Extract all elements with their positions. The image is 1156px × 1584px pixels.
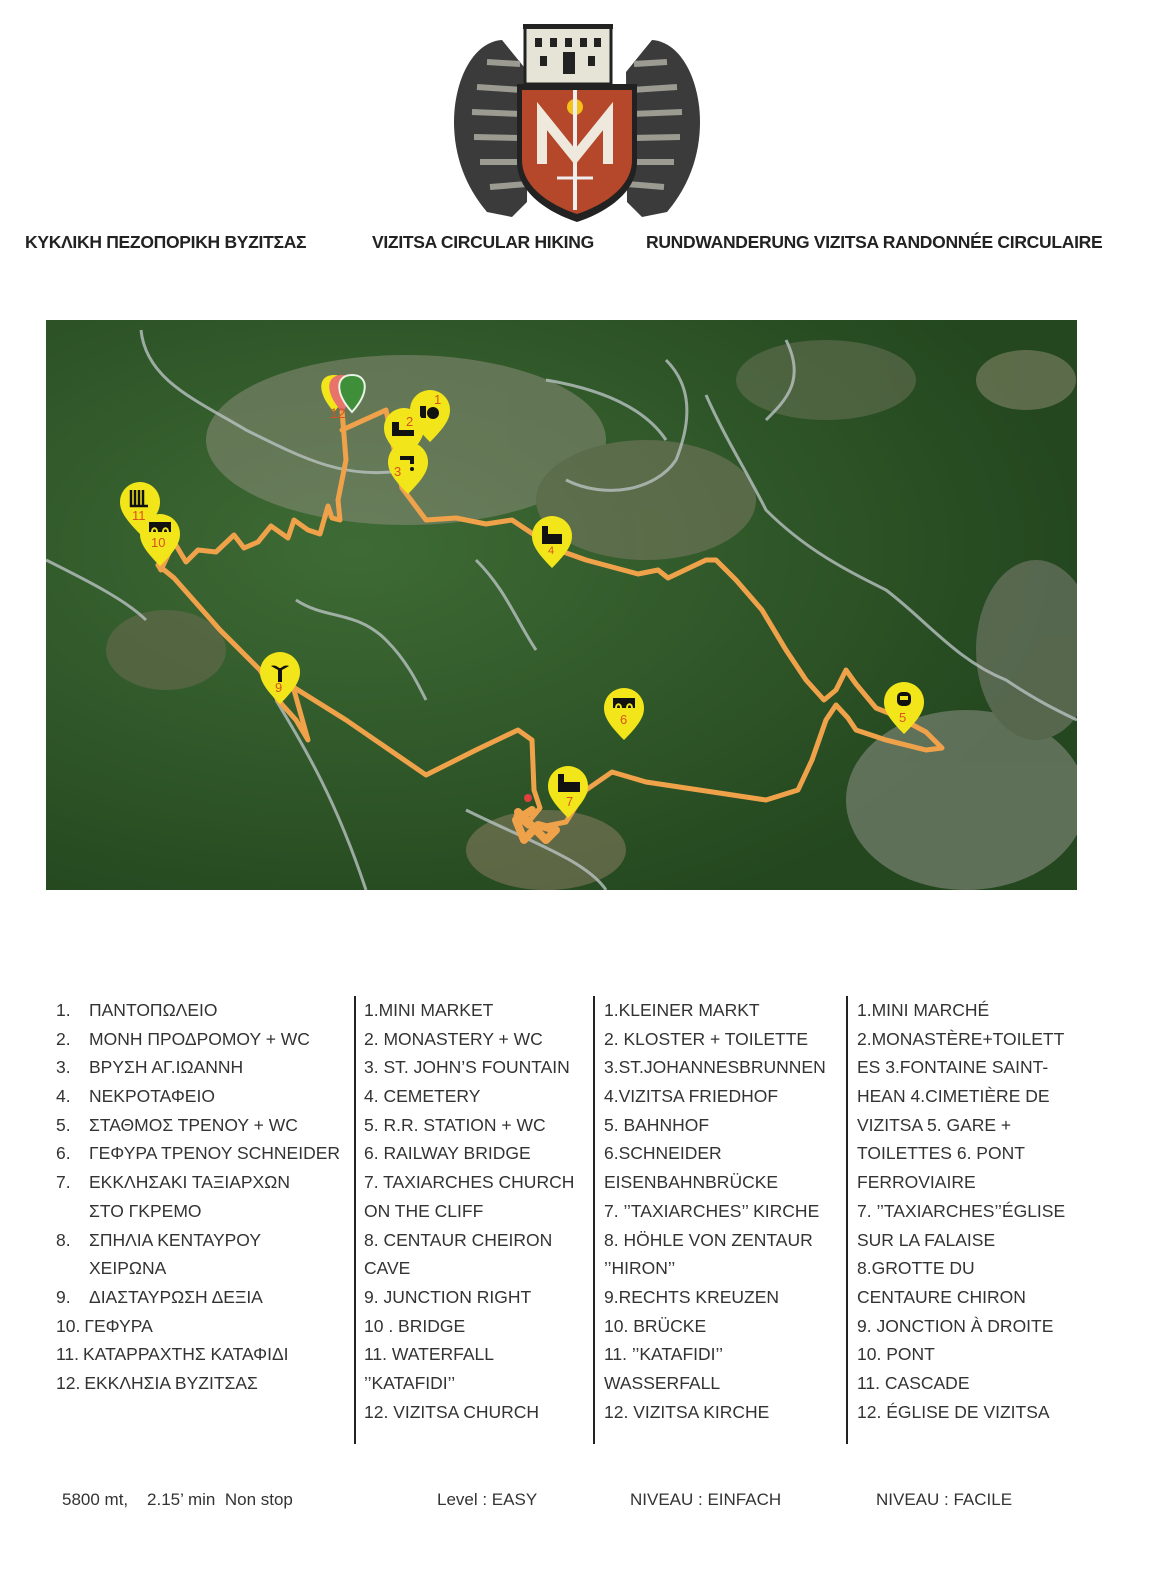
building-icon <box>523 24 613 84</box>
column-divider <box>593 996 595 1444</box>
legend-item: HEAN 4.CIMETIÈRE DE <box>857 1086 1050 1107</box>
legend-item: CENTAURE CHIRON <box>857 1286 1026 1307</box>
title-english: VIZITSA CIRCULAR HIKING <box>372 232 594 252</box>
legend-item: ES 3.FONTAINE SAINT- <box>857 1057 1049 1078</box>
svg-text:4: 4 <box>548 545 555 557</box>
legend-item: 12. VIZITSA KIRCHE <box>604 1401 770 1422</box>
svg-text:1: 1 <box>434 392 442 407</box>
legend-item: 5. ΣΤΑΘΜΟΣ ΤΡΕΝΟΥ + WC <box>56 1114 298 1135</box>
legend-item: 1.MINI MARCHÉ <box>857 1000 990 1020</box>
legend-item: CAVE <box>364 1258 411 1279</box>
legend-item: 6.SCHNEIDER <box>604 1143 722 1164</box>
legend-item: FERROVIAIRE <box>857 1172 976 1193</box>
legend-item: 11. ’’KATAFIDI’’ <box>604 1344 723 1365</box>
legend-item: 9. ΔΙΑΣΤΑΥΡΩΣΗ ΔΕΞΙΑ <box>56 1286 263 1307</box>
legend-item: 9.RECHTS KREUZEN <box>604 1286 780 1307</box>
legend-item: 11. WATERFALL <box>364 1344 494 1365</box>
legend-item: 5. BAHNHOF <box>604 1114 710 1135</box>
legend-item: 1. ΠΑΝΤΟΠΩΛΕΙΟ <box>56 1000 218 1020</box>
legend-item: 8. HÖHLE VON ZENTAUR <box>604 1229 813 1250</box>
marker-12-label: 12 <box>330 405 346 421</box>
legend-item: 12. ÉGLISE DE VIZITSA <box>857 1401 1050 1422</box>
svg-text:9: 9 <box>275 680 283 695</box>
wing-right-icon <box>626 40 700 217</box>
legend-item: 7. ΕΚΚΛΗΣΑΚΙ ΤΑΞΙΑΡΧΩΝ <box>56 1172 290 1193</box>
legend-english <box>364 996 574 1426</box>
legend-item: 10. PONT <box>857 1344 935 1365</box>
svg-text:11: 11 <box>132 508 146 523</box>
legend-item: 6. ΓΕΦΥΡΑ ΤΡΕΝΟΥ SCHNEIDER <box>56 1143 341 1164</box>
legend-item-continuation: ΧΕΙΡΩΝΑ <box>89 1258 167 1279</box>
svg-text:5: 5 <box>899 710 907 725</box>
route-info-footer <box>0 1490 1156 1514</box>
level-german: NIVEAU : EINFACH <box>630 1490 782 1509</box>
title-greek: ΚΥΚΛΙΚΗ ΠΕΖΟΠΟΡΙΚΗ ΒΥΖΙΤΣΑΣ <box>25 232 307 252</box>
legend <box>0 996 1156 1446</box>
column-divider <box>354 996 356 1444</box>
legend-item-continuation: ΣΤΟ ΓΚΡΕΜΟ <box>89 1200 202 1221</box>
legend-item: 9. JONCTION À DROITE <box>857 1315 1054 1336</box>
legend-item: 10. BRÜCKE <box>604 1315 707 1336</box>
legend-item: 8. ΣΠΗΛΙΑ ΚΕΝΤΑΥΡΟΥ <box>56 1229 262 1250</box>
legend-item: 3. ΒΡΥΣΗ ΑΓ.ΙΩΑΝΝΗ <box>56 1057 244 1078</box>
legend-item: 12. ΕΚΚΛΗΣΙΑ ΒΥΖΙΤΣΑΣ <box>56 1372 258 1393</box>
wing-left-icon <box>454 40 528 217</box>
level-french: NIVEAU : FACILE <box>876 1490 1013 1509</box>
legend-item: 7. ’’TAXIARCHES’’ KIRCHE <box>604 1200 820 1221</box>
shop-icon <box>420 406 426 418</box>
legend-item: 6. RAILWAY BRIDGE <box>364 1143 531 1164</box>
legend-french <box>857 996 1065 1426</box>
svg-text:6: 6 <box>620 712 628 727</box>
legend-item: SUR LA FALAISE <box>857 1229 996 1250</box>
legend-item: ’’HIRON’’ <box>604 1258 676 1279</box>
legend-item: ON THE CLIFF <box>364 1200 484 1221</box>
svg-text:2: 2 <box>406 414 414 429</box>
legend-greek <box>56 996 356 1398</box>
legend-item: WASSERFALL <box>604 1372 721 1393</box>
legend-item: 4. ΝΕΚΡΟΤΑΦΕΙΟ <box>56 1086 215 1107</box>
legend-item: 2. KLOSTER + TOILETTE <box>604 1028 809 1049</box>
legend-item: 11. CASCADE <box>857 1372 970 1393</box>
legend-item: ’’KATAFIDI’’ <box>364 1372 456 1393</box>
legend-item: 3. ST. JOHN’S FOUNTAIN <box>364 1057 570 1078</box>
svg-text:3: 3 <box>394 464 402 479</box>
legend-item: 10 . BRIDGE <box>364 1315 466 1336</box>
legend-item: 8.GROTTE DU <box>857 1258 975 1279</box>
coat-of-arms-logo <box>432 12 722 222</box>
level-english: Level : EASY <box>437 1490 538 1509</box>
legend-item: 2. ΜΟΝΗ ΠΡΟΔΡΟΜΟΥ + WC <box>56 1028 310 1049</box>
legend-item: VIZITSA 5. GARE + <box>857 1114 1012 1135</box>
distance-time: 5800 mt, 2.15’ min Non stop <box>62 1490 293 1509</box>
legend-item: 9. JUNCTION RIGHT <box>364 1286 532 1307</box>
legend-item: 2.MONASTÈRE+TOILETT <box>857 1028 1065 1049</box>
legend-item: 2. MONASTERY + WC <box>364 1028 543 1049</box>
legend-item: 7. TAXIARCHES CHURCH <box>364 1172 575 1193</box>
legend-item: 8. CENTAUR CHEIRON <box>364 1229 553 1250</box>
svg-text:8: 8 <box>525 795 530 804</box>
legend-item: 4. CEMETERY <box>364 1086 481 1107</box>
legend-item: 3.ST.JOHANNESBRUNNEN <box>604 1057 826 1078</box>
legend-item: 10. ΓΕΦΥΡΑ <box>56 1315 153 1336</box>
legend-item: 7. ’’TAXIARCHES’’ÉGLISE <box>857 1200 1066 1221</box>
legend-german <box>604 996 826 1426</box>
column-divider <box>846 996 848 1444</box>
route-map[interactable] <box>46 320 1077 890</box>
legend-item: 11. ΚΑΤΑΡΡΑΧΤΗΣ ΚΑΤΑΦΙΔΙ <box>56 1344 289 1365</box>
title-german-french: RUNDWANDERUNG VIZITSA RANDONNÉE CIRCULAIRE <box>646 232 1103 252</box>
legend-item: TOILETTES 6. PONT <box>857 1143 1025 1164</box>
legend-item: 1.MINI MARKET <box>364 1000 494 1020</box>
shield-icon <box>517 84 637 222</box>
legend-item: 12. VIZITSA CHURCH <box>364 1401 540 1422</box>
legend-item: 1.KLEINER MARKT <box>604 1000 760 1020</box>
title-row <box>0 232 1156 258</box>
svg-text:7: 7 <box>566 794 574 809</box>
legend-item: EISENBAHNBRÜCKE <box>604 1172 779 1193</box>
legend-item: 5. R.R. STATION + WC <box>364 1114 546 1135</box>
legend-item: 4.VIZITSA FRIEDHOF <box>604 1086 779 1107</box>
svg-text:10: 10 <box>151 535 166 550</box>
